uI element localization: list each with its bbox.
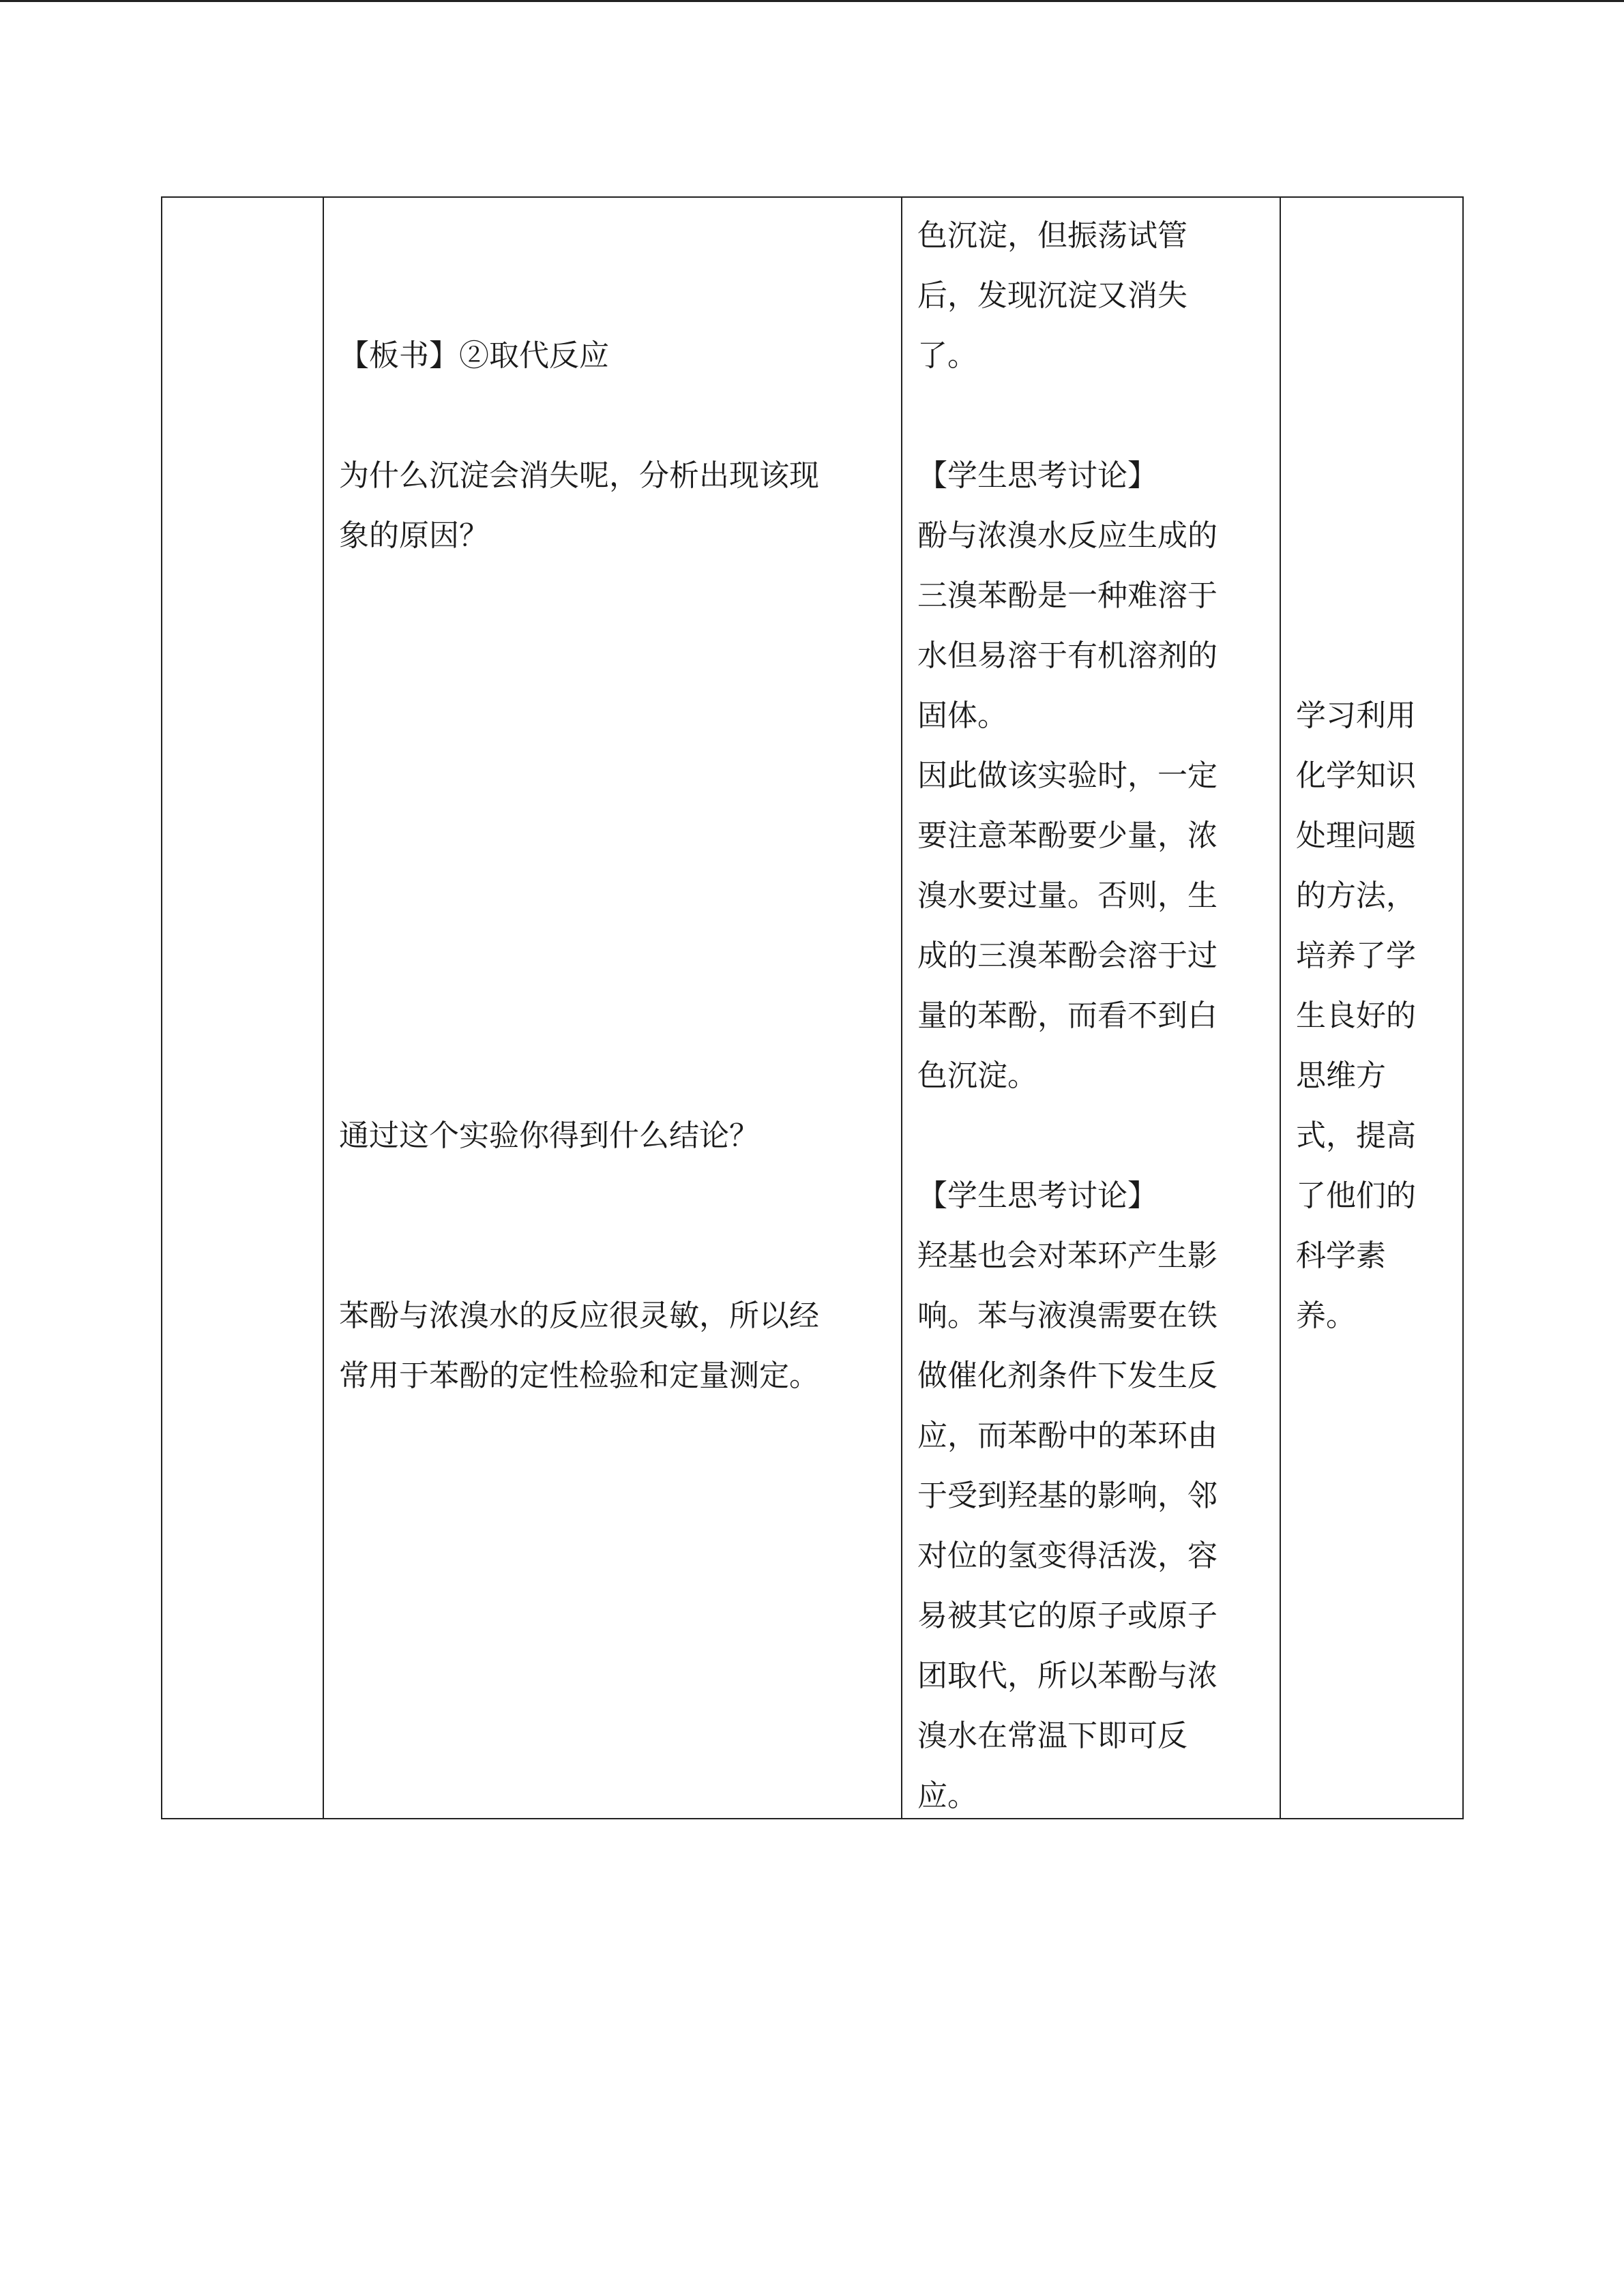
design-intent-cell bbox=[1280, 197, 1463, 1819]
student-text-line: 于受到羟基的影响，邻 bbox=[917, 1478, 1217, 1513]
stage-cell bbox=[162, 197, 323, 1819]
student-text-line: 色沉淀，但振荡试管 bbox=[917, 218, 1187, 253]
student-text-line: 量的苯酚，而看不到白 bbox=[917, 998, 1217, 1033]
teacher-question-line: 象的原因？ bbox=[339, 518, 489, 553]
teacher-summary-line: 常用于苯酚的定性检验和定量测定。 bbox=[339, 1358, 819, 1393]
student-discussion-heading: 【学生思考讨论】 bbox=[917, 1178, 1157, 1213]
student-text-line: 团取代，所以苯酚与浓 bbox=[917, 1658, 1217, 1693]
board-note-heading: 【板书】②取代反应 bbox=[339, 338, 609, 373]
intent-text-line: 处理问题 bbox=[1296, 818, 1416, 853]
student-text-line: 成的三溴苯酚会溶于过 bbox=[917, 938, 1217, 973]
student-text-line: 水但易溶于有机溶剂的 bbox=[917, 638, 1217, 673]
teacher-question-line: 为什么沉淀会消失呢，分析出现该现 bbox=[339, 458, 819, 493]
student-text-line: 应。 bbox=[917, 1778, 977, 1813]
intent-text-line: 培养了学 bbox=[1296, 938, 1416, 973]
student-activity-cell bbox=[902, 197, 1280, 1819]
student-text-line: 固体。 bbox=[917, 698, 1007, 733]
intent-text-line: 养。 bbox=[1296, 1298, 1356, 1333]
student-text-line: 了。 bbox=[917, 338, 977, 373]
intent-text-line: 了他们的 bbox=[1296, 1178, 1416, 1213]
student-text-line: 因此做该实验时，一定 bbox=[917, 758, 1217, 793]
student-text-line: 易被其它的原子或原子 bbox=[917, 1598, 1217, 1633]
student-text-line: 响。苯与液溴需要在铁 bbox=[917, 1298, 1217, 1333]
lesson-plan-table bbox=[161, 196, 1464, 1819]
student-text-line: 色沉淀。 bbox=[917, 1058, 1037, 1093]
teacher-summary-line: 苯酚与浓溴水的反应很灵敏，所以经 bbox=[339, 1298, 819, 1333]
student-discussion-heading: 【学生思考讨论】 bbox=[917, 458, 1157, 493]
intent-text-line: 式，提高 bbox=[1296, 1118, 1416, 1153]
intent-text-line: 学习利用 bbox=[1296, 698, 1416, 733]
student-text-line: 酚与浓溴水反应生成的 bbox=[917, 518, 1217, 553]
intent-text-line: 的方法， bbox=[1296, 878, 1416, 913]
student-text-line: 要注意苯酚要少量，浓 bbox=[917, 818, 1217, 853]
student-text-line: 溴水在常温下即可反 bbox=[917, 1718, 1187, 1753]
student-text-line: 三溴苯酚是一种难溶于 bbox=[917, 578, 1217, 613]
student-text-line: 应，而苯酚中的苯环由 bbox=[917, 1418, 1217, 1453]
student-text-line: 对位的氢变得活泼，容 bbox=[917, 1538, 1217, 1573]
table-row bbox=[162, 197, 1463, 1819]
teacher-activity-cell bbox=[323, 197, 902, 1819]
student-text-line: 做催化剂条件下发生反 bbox=[917, 1358, 1217, 1393]
page-top-border bbox=[0, 0, 1624, 2]
intent-text-line: 科学素 bbox=[1296, 1238, 1386, 1273]
intent-text-line: 化学知识 bbox=[1296, 758, 1416, 793]
intent-text-line: 思维方 bbox=[1296, 1058, 1386, 1093]
student-text-line: 溴水要过量。否则，生 bbox=[917, 878, 1217, 913]
intent-text-line: 生良好的 bbox=[1296, 998, 1416, 1033]
student-text-line: 后，发现沉淀又消失 bbox=[917, 278, 1187, 313]
student-text-line: 羟基也会对苯环产生影 bbox=[917, 1238, 1217, 1273]
teacher-question-line: 通过这个实验你得到什么结论？ bbox=[339, 1118, 759, 1153]
